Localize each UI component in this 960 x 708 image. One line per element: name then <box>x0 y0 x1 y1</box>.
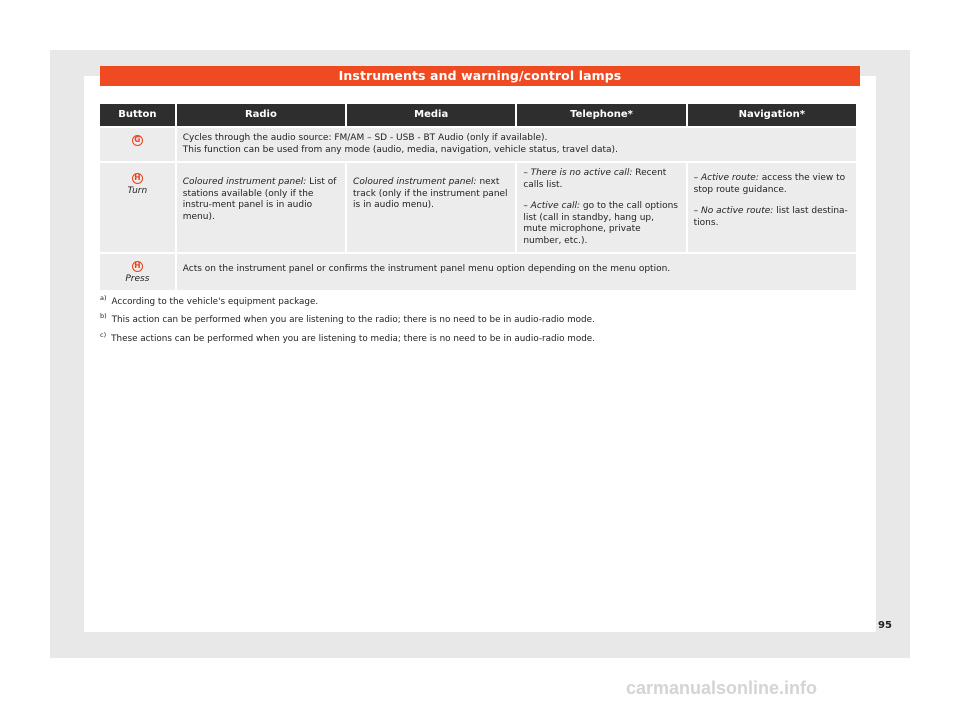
footnote-mark: a) <box>100 294 107 302</box>
radio-turn-cell <box>177 163 345 252</box>
table-row-h-turn <box>100 163 856 252</box>
media-turn-label: Coloured instrument panel: <box>353 177 477 187</box>
column-header-button: Button <box>100 104 175 126</box>
nav-no-route-text: list last destina-tions. <box>693 206 848 228</box>
footnote-a <box>100 292 860 309</box>
tel-no-call-text: Recent calls list. <box>523 168 667 190</box>
column-header-radio: Radio <box>177 104 345 126</box>
media-turn-cell <box>347 163 515 252</box>
spacer <box>694 196 850 206</box>
h-key-icon: H <box>132 261 143 272</box>
section-header: Instruments and warning/control lamps <box>100 66 860 86</box>
table-row-g <box>100 128 856 161</box>
column-header-media: Media <box>347 104 515 126</box>
media-turn-text: next track (only if the instrument panel is in audio menu). <box>353 177 508 210</box>
table-row-h-press <box>100 254 856 290</box>
tel-no-call-label: – There is no active call: <box>523 168 633 178</box>
press-label: Press <box>125 273 150 284</box>
page-number: 95 <box>878 620 892 631</box>
watermark: carmanualsonline.info <box>626 678 818 698</box>
footnote-mark: b) <box>100 312 107 321</box>
tel-no-call <box>523 168 679 191</box>
footnote-text: This action can be performed when you are listening to the radio; there is no need to be in audio-radio mode. <box>111 315 595 326</box>
tel-active-call <box>523 201 679 247</box>
row-g-line2: This function can be used from any mode (audio, media, navigation, vehicle status, travel data). <box>182 144 618 155</box>
button-cell-h-press <box>100 254 175 290</box>
tel-active-call-label: – Active call: <box>523 201 581 211</box>
navigation-turn-cell <box>688 163 856 252</box>
footnote-b <box>100 310 860 327</box>
row-g-line1: Cycles through the audio source: FM/AM – SD - USB - BT Audio (only if available). <box>182 133 548 143</box>
footnote-text: According to the vehicle's equipment package. <box>111 296 319 307</box>
column-header-navigation: Navigation* <box>688 104 856 126</box>
spacer <box>523 191 679 201</box>
nav-no-route-label: – No active route: <box>693 206 774 216</box>
button-cell-g <box>100 128 175 161</box>
row-h-press-description: Acts on the instrument panel or confirms the instrument panel menu option depending on the menu option. <box>177 254 856 290</box>
tel-active-call-text: go to the call options list (call in standby, hang up, mute microphone, private number, etc.). <box>523 201 678 246</box>
table-header-row <box>100 104 856 126</box>
nav-active-route-text: access the view to stop route guidance. <box>693 173 846 195</box>
radio-turn-label: Coloured instrument panel: <box>182 177 307 187</box>
row-g-description <box>177 128 856 161</box>
button-cell-h-turn <box>100 163 175 252</box>
nav-no-route <box>694 206 850 229</box>
footnote-mark: c) <box>100 330 107 339</box>
footnote-c <box>100 329 860 346</box>
footnote-text: These actions can be performed when you are listening to media; there is no need to be in audio-radio mode. <box>111 333 596 344</box>
column-header-telephone: Telephone* <box>517 104 685 126</box>
telephone-turn-cell <box>517 163 685 252</box>
turn-label: Turn <box>127 185 148 196</box>
nav-active-route-label: – Active route: <box>693 173 759 183</box>
g-key-icon: G <box>132 135 143 146</box>
nav-active-route <box>694 173 850 196</box>
h-key-icon: H <box>132 173 143 184</box>
radio-turn-text: List of stations available (only if the instru-ment panel is in audio menu). <box>182 177 337 222</box>
footnotes <box>100 292 860 347</box>
controls-table <box>98 102 858 292</box>
